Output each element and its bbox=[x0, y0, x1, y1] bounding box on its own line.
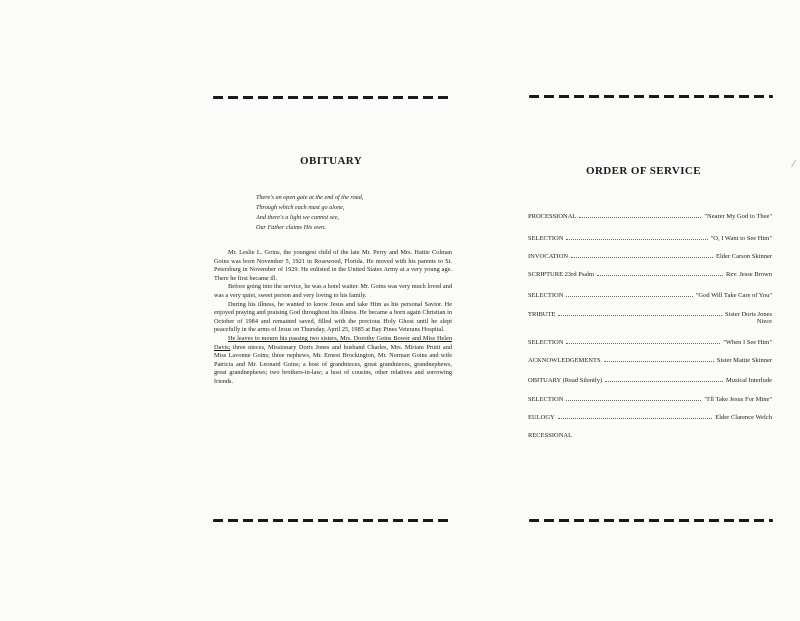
service-item-detail: Elder Clarence Welch bbox=[715, 414, 772, 421]
service-item-detail: "God Will Take Care of You" bbox=[695, 292, 772, 299]
service-item-selection bbox=[528, 234, 772, 243]
service-item-detail: Sister Mattie Skinner bbox=[716, 357, 772, 364]
service-item-scripture bbox=[528, 270, 772, 279]
service-item-selection bbox=[528, 338, 772, 347]
service-item-label: SELECTION bbox=[528, 339, 564, 346]
service-item-recessional bbox=[528, 432, 772, 440]
obituary-paragraph: Mr. Leslie L. Goins, the youngest child of the late Mr. Perry and Mrs. Hattie Colman Goins was born November 5, 1921 in Rosewood, Florida. He moved with his parents to St. Petersburg in November of 1929. He enlisted in the United States Army at a very young age. There he first became ill. bbox=[214, 249, 452, 282]
service-item-label: PROCESSIONAL bbox=[528, 213, 577, 220]
top-dashed-rule bbox=[529, 95, 773, 98]
poem-line: Our Father claims His own. bbox=[256, 224, 326, 231]
service-item-label: SELECTION bbox=[528, 292, 564, 299]
service-item-label: SELECTION bbox=[528, 235, 564, 242]
bottom-dashed-rule bbox=[529, 519, 773, 522]
service-item-relation: Niece bbox=[756, 318, 772, 325]
service-item-label: EULOGY bbox=[528, 414, 555, 421]
service-item-processional bbox=[528, 212, 772, 221]
dot-leader bbox=[605, 376, 723, 382]
dot-leader bbox=[604, 356, 714, 362]
dot-leader bbox=[571, 252, 713, 258]
poem-line: Through which each must go alone, bbox=[256, 204, 345, 211]
service-item-detail: "O, I Want to See Him" bbox=[710, 235, 772, 242]
service-item-acknowledgements bbox=[528, 356, 772, 365]
service-item-detail: Elder Carson Skinner bbox=[716, 253, 772, 260]
paper-mark bbox=[791, 160, 798, 168]
service-item-detail: Rev. Jesse Brown bbox=[726, 271, 772, 278]
dot-leader bbox=[566, 234, 707, 240]
service-item-detail: Sister Doris Jones bbox=[725, 311, 772, 318]
poem-line: There's an open gate at the end of the road, bbox=[256, 194, 364, 201]
right-page bbox=[400, 0, 800, 621]
poem-line: And there's a light we cannot see, bbox=[256, 214, 340, 221]
service-item-label: OBITUARY (Read Silently) bbox=[528, 377, 603, 384]
service-item-detail: "Nearer My God to Thee" bbox=[704, 213, 772, 220]
dot-leader bbox=[566, 395, 701, 401]
service-item-label: SELECTION bbox=[528, 396, 564, 403]
dot-leader bbox=[558, 413, 713, 419]
obituary-paragraph: During his illness, he wanted to know Jesus and take Him as his personal Savior. He enjoyed praying and praising God throughout his illness. He became a born again Christian in October of 1984 and remained saved, filled with the precious Holy Ghost until he slept peacefully in the arms of Jesus on Thursday, April 25, 1985 at Bay Pines Veterans Hospital. bbox=[214, 300, 452, 334]
dot-leader bbox=[579, 212, 701, 218]
dot-leader bbox=[558, 310, 722, 316]
dot-leader bbox=[566, 291, 692, 297]
service-item-label: SCRIPTURE 23rd Psalm bbox=[528, 271, 595, 278]
obituary-paragraph: Before going into the service, he was a hotel waiter. Mr. Goins was very much loved and was a very quiet, sweet person and very loving to his family. bbox=[214, 283, 452, 299]
survivors-rest: three nieces, Missionary Doris Jones and husband Charles, Mrs. Miriam Pruitt and Miss Lavonne Goins; three nephews, Mr. Ernest Brockington, Mr. Norman Goins and wife Patricia and Mr. Leonard Goins; a host of grandnieces, great grandnieces, grandnephews, great grandnephews; two brothers-in-law; a host of cousins, other relatives and sorrowing friends. bbox=[214, 343, 452, 385]
survivors-underlined: He leaves to mourn his passing two sisters, Mrs. Dorothy Goins Bower and Miss Helen Davis; bbox=[214, 334, 452, 351]
dot-leader bbox=[566, 338, 720, 344]
service-item-obituary bbox=[528, 376, 772, 385]
service-item-label: ACKNOWLEDGEMENTS bbox=[528, 357, 601, 364]
service-item-tribute bbox=[528, 310, 772, 325]
service-item-label: INVOCATION bbox=[528, 253, 569, 260]
obituary-title: OBITUARY bbox=[300, 155, 363, 167]
service-item-selection bbox=[528, 291, 772, 300]
service-item-detail: Musical Interlude bbox=[725, 377, 772, 384]
dot-leader bbox=[597, 270, 723, 276]
service-item-detail: "I'll Take Jesus For Mine" bbox=[704, 396, 772, 403]
service-item-eulogy bbox=[528, 413, 772, 422]
service-item-invocation bbox=[528, 252, 772, 261]
order-of-service-title: ORDER OF SERVICE bbox=[586, 165, 702, 177]
service-item-detail: "When I See Him" bbox=[723, 339, 772, 346]
service-item-label: RECESSIONAL bbox=[528, 432, 573, 439]
service-item-label: TRIBUTE bbox=[528, 311, 556, 318]
poem bbox=[256, 193, 363, 233]
service-item-selection bbox=[528, 395, 772, 404]
